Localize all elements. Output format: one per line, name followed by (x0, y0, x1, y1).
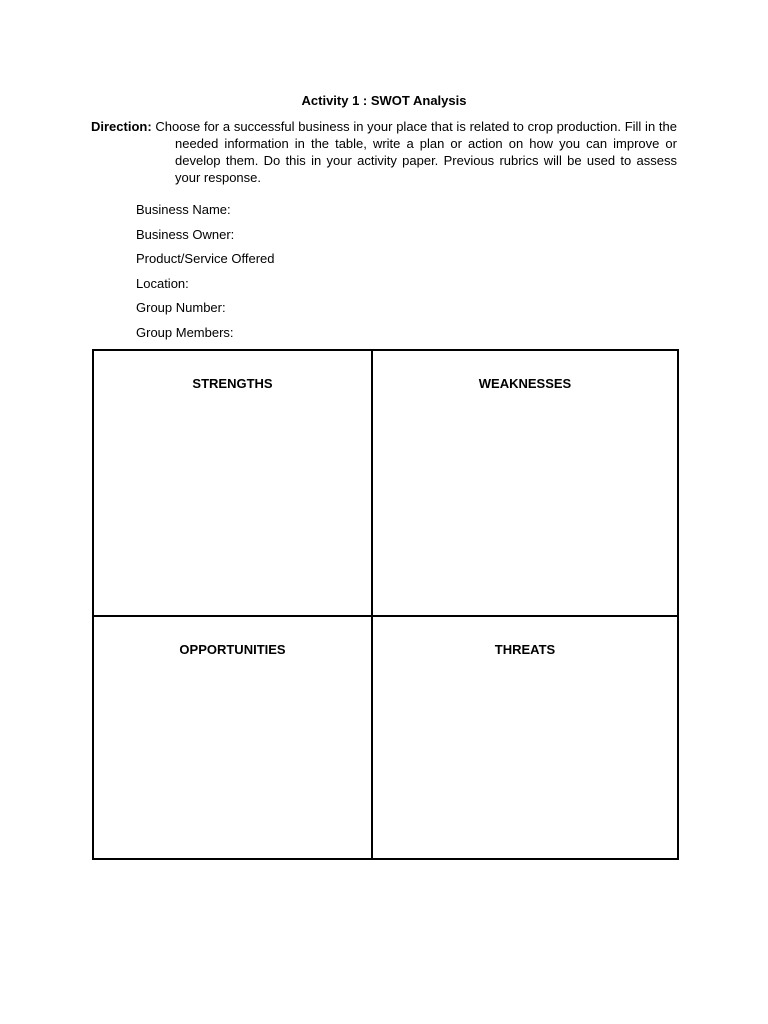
direction-label: Direction: (91, 119, 152, 134)
threats-heading: THREATS (494, 642, 556, 657)
direction-text: Choose for a successful business in your place that is related to crop production. Fill in the needed information in the table, write a plan or action on how you can improve or develop them. Do this in your activity paper. Previous rubrics will be used to assess your response. (155, 119, 677, 185)
swot-row-top (93, 350, 678, 616)
field-business-owner: Business Owner: (136, 226, 235, 242)
field-product-service: Product/Service Offered (136, 251, 275, 266)
page-title: Activity 1 : SWOT Analysis (301, 93, 467, 108)
opportunities-heading: OPPORTUNITIES (179, 642, 286, 657)
field-business-name: Business Name: (136, 202, 231, 217)
weaknesses-cell (372, 350, 678, 616)
swot-table (92, 349, 679, 860)
business-info-fields (136, 201, 275, 348)
threats-cell (372, 616, 678, 859)
field-group-number: Group Number: (136, 300, 226, 315)
direction-paragraph (91, 118, 677, 186)
opportunities-cell (93, 616, 372, 859)
field-group-members: Group Members: (136, 324, 234, 340)
swot-row-bottom (93, 616, 678, 859)
field-location: Location: (136, 275, 189, 291)
strengths-cell (93, 350, 372, 616)
strengths-heading: STRENGTHS (192, 376, 273, 391)
weaknesses-heading: WEAKNESSES (478, 376, 572, 391)
